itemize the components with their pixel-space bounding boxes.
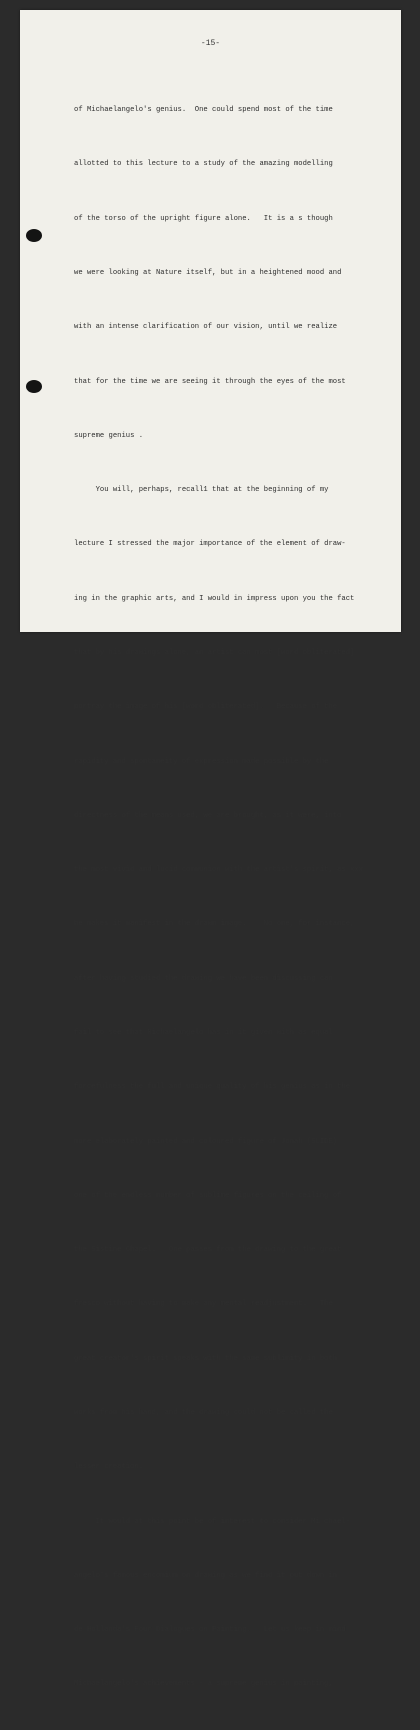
- text-line: that for the time we are seeing it through the eyes of the most: [74, 377, 346, 386]
- text-line: directness of the means used, we are brought, as it were, into: [74, 811, 342, 820]
- text-line: he makes it manifest in the drawn image. No one, for instance,: [74, 920, 355, 929]
- document-page: [20, 10, 401, 1689]
- text-line: one of the endless number of sublime figures on the ceiling of: [74, 1191, 342, 1200]
- text-line: the most vivid and lucid communion with the artist's spirit, as xxx: [74, 866, 363, 875]
- text-line: angelo's famous encomium on drawing as we find it put down in: [74, 1571, 338, 1580]
- text-line: fail to see that Michaelangelo has in it given with as equal: [74, 1028, 333, 1037]
- text-line: the Sistine Chapel. One passes from the drawing to the great: [74, 1246, 342, 1255]
- text-line: lesser creation.: [74, 1463, 144, 1472]
- text-line: that by his drawings alone, an artist can most [word obliterated]: [74, 649, 355, 657]
- text-line: ing in the graphic arts, and I would in impress upon you the fact: [74, 594, 355, 603]
- text-line: of the torso of the upright figure alone. It is a s though: [74, 214, 333, 223]
- punch-hole-bottom: [26, 380, 42, 393]
- text-line: allotted to this lecture to a study of the amazing modelling: [74, 160, 333, 169]
- text-line: great creator's spirit speaks with the same sublimity in both: [74, 1354, 338, 1363]
- text-line: lecture I stressed the major importance of the element of draw-: [74, 540, 346, 549]
- text-line: with an intense clarification of our vision, until we realize: [74, 323, 338, 332]
- text-line: fresco without having to make any mental readjustment. The: [74, 1300, 333, 1309]
- text-line: portray the image of his [word obliterated]. Because of the: [74, 703, 338, 712]
- text-line: de Hollanda's Four Dialogues on Painting. Let us keep in mind: [74, 1626, 346, 1635]
- typed-text-body: [74, 65, 394, 1730]
- page-number: -15-: [200, 39, 221, 48]
- text-line: Michaelangelo's achievements - a supreme genius in painting,: [74, 1680, 333, 1689]
- text-line: You will, perhaps, recall1 that at the beginning of my: [74, 486, 329, 495]
- text-line: more elaborately painted and coloured figure of Jonah (SLIDE): [74, 1137, 338, 1146]
- text-line: It would at this point be of interest to consider Mi chael-: [74, 1517, 351, 1526]
- text-line: rapidity and spontaneity of expression made possible by the: [74, 757, 329, 766]
- text-line: after having studied the drawing we have been discussing can: [74, 974, 333, 983]
- text-line: of Michaelangelo's genius. One could spend most of the time: [74, 106, 333, 115]
- text-line: supreme genius .: [74, 431, 144, 440]
- punch-hole-top: [26, 229, 42, 242]
- text-line: forcefulness the full and unique quality of his genius as in the: [74, 1083, 351, 1092]
- text-line: works from his hand, and the drawing could not be called the: [74, 1408, 333, 1417]
- text-line: we were looking at Nature itself, but in a heightened mood and: [74, 269, 342, 278]
